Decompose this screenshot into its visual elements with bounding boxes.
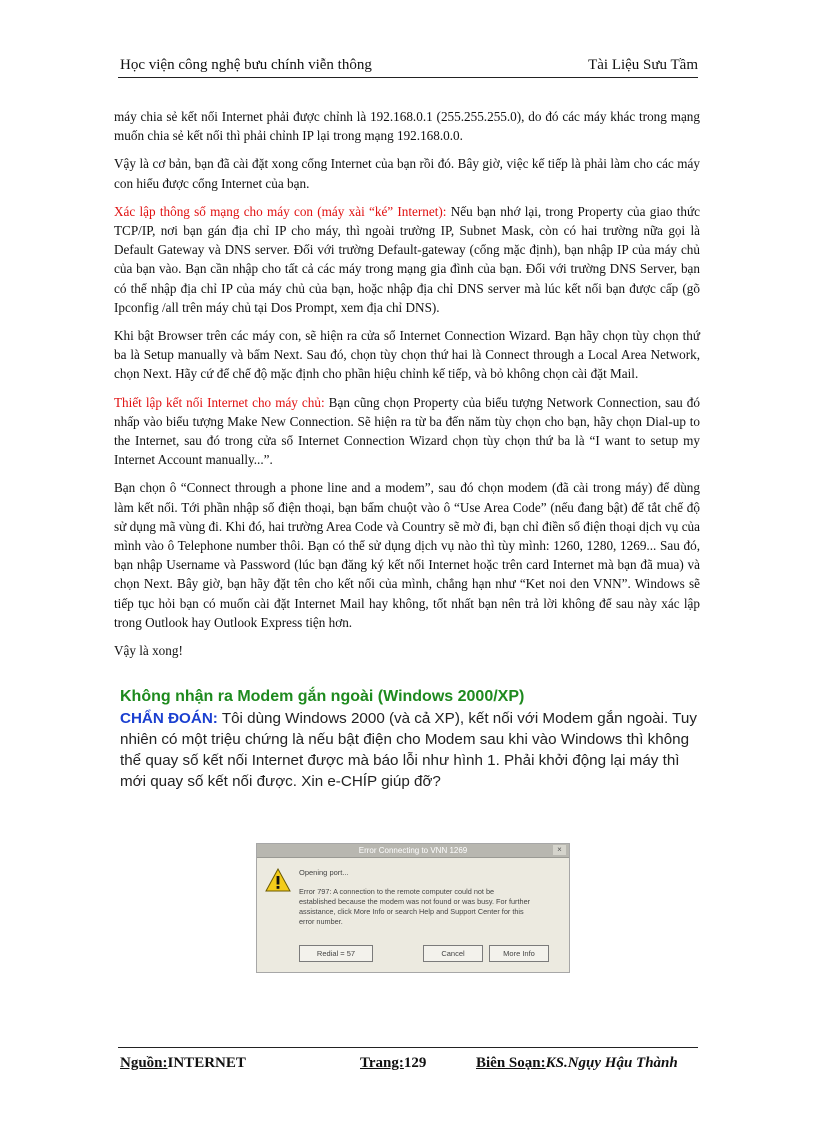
- dialog-titlebar: [257, 844, 569, 858]
- footer-source-value: INTERNET: [167, 1055, 246, 1071]
- dialog-message: Error 797: A connection to the remote computer could not be established because the modem was not found or was busy. For further assistance, click More Info or search Help and Support Center for this error number.: [299, 887, 531, 926]
- cancel-button[interactable]: Cancel: [423, 945, 483, 962]
- warning-icon: [265, 868, 291, 892]
- page-footer: [118, 1047, 698, 1071]
- paragraph-heading: Xác lập thông số mạng cho máy con (máy xài “ké” Internet):: [114, 203, 447, 219]
- question-text: [120, 708, 700, 792]
- paragraph: [114, 154, 700, 192]
- paragraph-heading: Thiết lập kết nối Internet cho máy chủ:: [114, 394, 325, 410]
- paragraph: [114, 641, 700, 660]
- footer-page-number: 129: [403, 1055, 427, 1071]
- main-content: [114, 107, 700, 792]
- paragraph: [114, 107, 700, 145]
- section-title: Không nhận ra Modem gắn ngoài (Windows 2000/XP): [120, 688, 525, 706]
- paragraph: [114, 478, 700, 632]
- paragraph-text: máy chia sẻ kết nối Internet phải được chỉnh là 192.168.0.1 (255.255.255.0), do đó các máy khác trong mạng muốn chia sẻ kết nối thì phải chỉnh IP lại trong mạng 192.168.0.0.: [114, 109, 700, 144]
- footer-editor: [476, 1055, 678, 1072]
- question-body: Tôi dùng Windows 2000 (và cả XP), kết nối với Modem gắn ngoài. Tuy nhiên có một triệu chứng là nếu bật điện cho Modem sau khi vào Windows thì không thể quay số kết nối Internet được mà báo lỗi như hình 1. Phải khởi động lại máy thì mới quay số kết nối được. Xin e-CHÍP giúp đỡ?: [120, 710, 697, 791]
- paragraph-text: Bạn chọn ô “Connect through a phone line and a modem”, sau đó chọn modem (đã cài trong máy) để dùng làm kết nối. Tới phần nhập số điện thoại, bạn bấm chuột vào ô “Use Area Code” (nếu đang bật) để tắt chế độ sử dụng mã vùng đi. Khi đó, hai trường Area Code và Country sẽ mờ đi, bạn chỉ điền số điện thoại dịch vụ của mình vào ô Telephone number thôi. Bạn có thể sử dụng dịch vụ nào thì tùy mình: 1260, 1280, 1269... Sau đó, bạn nhập Username và Password (lúc bạn đăng ký kết nối Internet hoặc trên card Internet mà bạn đã mua) và chọn Next. Bây giờ, bạn hãy đặt tên cho kết nối của mình, chẳng hạn như “Ket noi den VNN”. Windows sẽ tiếp tục hỏi bạn có muốn cài đặt Internet Mail hay không, tốt nhất bạn nên trả lời không để sau này xác lập trong Outlook hay Outlook Express tiện hơn.: [114, 480, 700, 630]
- header-doc-type: Tài Liệu Sưu Tầm: [588, 57, 698, 73]
- footer-source: [120, 1055, 246, 1072]
- paragraph: [114, 393, 700, 470]
- footer-editor-label: Biên Soạn:: [476, 1055, 546, 1071]
- footer-page-label: Trang:: [360, 1055, 404, 1071]
- paragraph-text: Khi bật Browser trên các máy con, sẽ hiện ra cửa sổ Internet Connection Wizard. Bạn hãy chọn tùy chọn thứ ba là Setup manually và bấm Next. Sau đó, chọn tùy chọn thứ hai là Connect through a Local Area Network, chọn Next. Hãy cứ để chế độ mặc định cho phần hiệu chỉnh kế tiếp, và bỏ không chọn cài đặt Mail.: [114, 328, 700, 382]
- paragraph: [114, 326, 700, 384]
- footer-editor-name: KS.Ngụy Hậu Thành: [545, 1055, 678, 1071]
- paragraph-text: Nếu bạn nhớ lại, trong Property của giao thức TCP/IP, nơi bạn gán địa chỉ IP cho máy, thì ngoài trường IP, Subnet Mask, còn có hai trường nữa gọi là Default Gateway và DNS server. Đối với trường Default-gateway (cổng mặc định), bạn nhập IP của máy chủ của bạn vào. Bạn cần nhập cho tất cả các máy trong mạng gia đình của bạn. Đối với trường DNS Server, bạn có thể nhập địa chỉ IP của máy chủ của bạn, hoặc nhập địa chỉ DNS server mà lúc kết nối bạn được cấp (gõ Ipconfig /all trên máy chủ tại Dos Prompt, xem địa chỉ DNS).: [114, 203, 700, 315]
- paragraph-text: Vậy là xong!: [114, 643, 183, 659]
- redial-button[interactable]: Redial = 57: [299, 945, 373, 962]
- page-header: [118, 55, 698, 78]
- header-institution: Học viện công nghệ bưu chính viễn thông: [120, 57, 372, 73]
- paragraph-text: Bạn cũng chọn Property của biểu tượng Network Connection, sau đó nhấp vào biểu tượng Make New Connection. Sẽ hiện ra từ ba đến năm tùy chọn cho bạn, hãy chọn Dial-up to the Internet, sau đó trong cửa sổ Internet Connection Wizard chọn tùy chọn thứ ba là “I want to setup my Internet Account manually...”.: [114, 394, 700, 468]
- paragraph-text: Vậy là cơ bản, bạn đã cài đặt xong cổng Internet của bạn rồi đó. Bây giờ, việc kế tiếp là phải làm cho các máy con hiểu được cổng Internet của bạn.: [114, 156, 700, 191]
- close-icon[interactable]: ×: [553, 845, 566, 855]
- footer-source-label: Nguồn:: [120, 1055, 168, 1071]
- dialog-status: Opening port...: [299, 868, 349, 877]
- paragraph: [114, 202, 700, 317]
- dialog-title: Error Connecting to VNN 1269: [358, 846, 468, 855]
- diagnosis-label: CHẨN ĐOÁN:: [120, 710, 218, 728]
- footer-page: [360, 1055, 426, 1072]
- error-dialog-screenshot: [256, 843, 570, 973]
- more-info-button[interactable]: More Info: [489, 945, 549, 962]
